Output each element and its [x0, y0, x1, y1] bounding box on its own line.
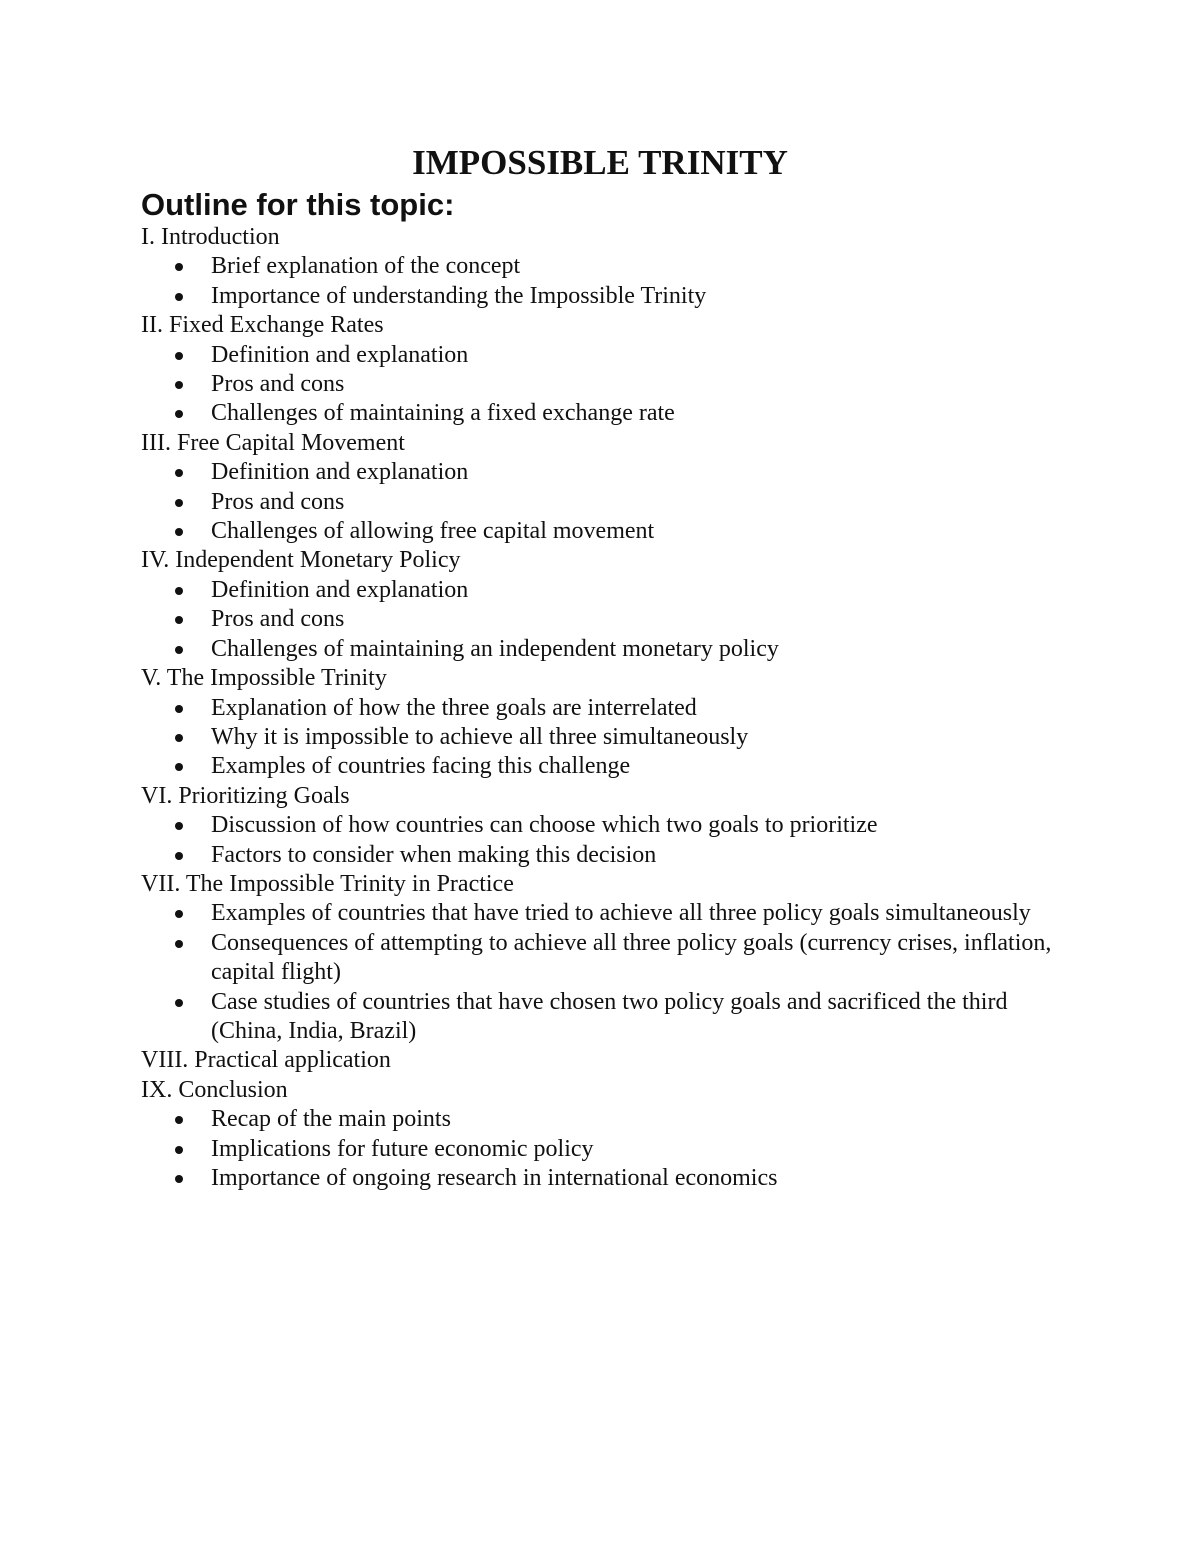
list-item — [211, 517, 1081, 546]
bullet-icon — [175, 734, 183, 742]
section-title: V. The Impossible Trinity — [141, 665, 387, 692]
bullet-list — [141, 899, 1081, 1046]
section-title: III. Free Capital Movement — [141, 429, 405, 456]
list-item-text: Pros and cons — [211, 606, 345, 633]
section-title: II. Fixed Exchange Rates — [141, 312, 384, 339]
list-item-text: Brief explanation of the concept — [211, 253, 521, 280]
list-item — [211, 1105, 1081, 1134]
list-item — [211, 252, 1081, 281]
list-item — [211, 694, 1081, 723]
bullet-icon — [175, 293, 183, 301]
list-item-text: Examples of countries that have tried to achieve all three policy goals simultaneously — [211, 900, 1031, 927]
bullet-icon — [175, 822, 183, 830]
list-item-text: Definition and explanation — [211, 459, 469, 486]
bullet-icon — [175, 263, 183, 271]
section-title: VII. The Impossible Trinity in Practice — [141, 870, 514, 897]
list-item — [211, 1135, 1081, 1164]
bullet-icon — [175, 646, 183, 654]
section-title: I. Introduction — [141, 224, 280, 250]
list-item-text: Implications for future economic policy — [211, 1135, 594, 1162]
bullet-icon — [175, 469, 183, 477]
list-item-text: Challenges of maintaining an independent monetary policy — [211, 635, 779, 662]
bullet-list — [141, 341, 1081, 429]
bullet-list — [141, 458, 1081, 546]
list-item-text: Pros and cons — [211, 488, 345, 515]
list-item — [211, 399, 1081, 428]
bullet-icon — [175, 852, 183, 860]
list-item-text: Consequences of attempting to achieve all three policy goals (currency crises, inflation, capital flight) — [211, 929, 1052, 986]
bullet-icon — [175, 381, 183, 389]
bullet-icon — [175, 587, 183, 595]
list-item-text: Definition and explanation — [211, 341, 469, 368]
bullet-icon — [175, 940, 183, 948]
list-item-text: Importance of ongoing research in international economics — [211, 1165, 778, 1191]
list-item — [211, 282, 1081, 311]
bullet-icon — [175, 1175, 183, 1183]
document-title: IMPOSSIBLE TRINITY — [412, 143, 788, 182]
list-item-text: Explanation of how the three goals are interrelated — [211, 694, 697, 721]
list-item — [211, 988, 1081, 1047]
list-item — [211, 811, 1081, 840]
bullet-icon — [175, 528, 183, 536]
list-item-text: Case studies of countries that have chosen two policy goals and sacrificed the third (China, India, Brazil) — [211, 988, 1008, 1044]
bullet-icon — [175, 1146, 183, 1154]
list-item-text: Recap of the main points — [211, 1106, 451, 1133]
list-item-text: Discussion of how countries can choose which two goals to prioritize — [211, 812, 878, 839]
section-title: VI. Prioritizing Goals — [141, 782, 350, 809]
list-item-text: Definition and explanation — [211, 576, 469, 603]
outline-body — [141, 223, 1081, 1193]
bullet-icon — [175, 499, 183, 507]
section-title: IX. Conclusion — [141, 1076, 288, 1103]
list-item-text: Why it is impossible to achieve all three simultaneously — [211, 723, 749, 750]
list-item — [211, 341, 1081, 370]
bullet-icon — [175, 1116, 183, 1124]
list-item-text: Challenges of maintaining a fixed exchange rate — [211, 400, 675, 427]
list-item-text: Importance of understanding the Impossible Trinity — [211, 282, 707, 309]
list-item — [211, 899, 1081, 928]
list-item — [211, 458, 1081, 487]
list-item-text: Examples of countries facing this challenge — [211, 753, 631, 780]
list-item — [211, 605, 1081, 634]
bullet-list — [141, 694, 1081, 782]
list-item — [211, 752, 1081, 781]
bullet-list — [141, 576, 1081, 664]
list-item — [211, 929, 1081, 988]
outline-heading: Outline for this topic: — [141, 187, 455, 222]
bullet-list — [141, 811, 1081, 870]
list-item — [211, 1164, 1081, 1193]
list-item-text: Challenges of allowing free capital movement — [211, 518, 655, 545]
list-item-text: Factors to consider when making this decision — [211, 841, 657, 868]
bullet-icon — [175, 999, 183, 1007]
bullet-list — [141, 1105, 1081, 1193]
list-item-text: Pros and cons — [211, 371, 345, 398]
section-title: IV. Independent Monetary Policy — [141, 547, 461, 574]
bullet-icon — [175, 910, 183, 918]
list-item — [211, 576, 1081, 605]
bullet-icon — [175, 763, 183, 771]
bullet-icon — [175, 410, 183, 418]
list-item — [211, 635, 1081, 664]
bullet-list — [141, 252, 1081, 311]
bullet-icon — [175, 352, 183, 360]
list-item — [211, 370, 1081, 399]
list-item — [211, 488, 1081, 517]
list-item — [211, 841, 1081, 870]
section-title: VIII. Practical application — [141, 1047, 391, 1074]
list-item — [211, 723, 1081, 752]
bullet-icon — [175, 705, 183, 713]
bullet-icon — [175, 616, 183, 624]
